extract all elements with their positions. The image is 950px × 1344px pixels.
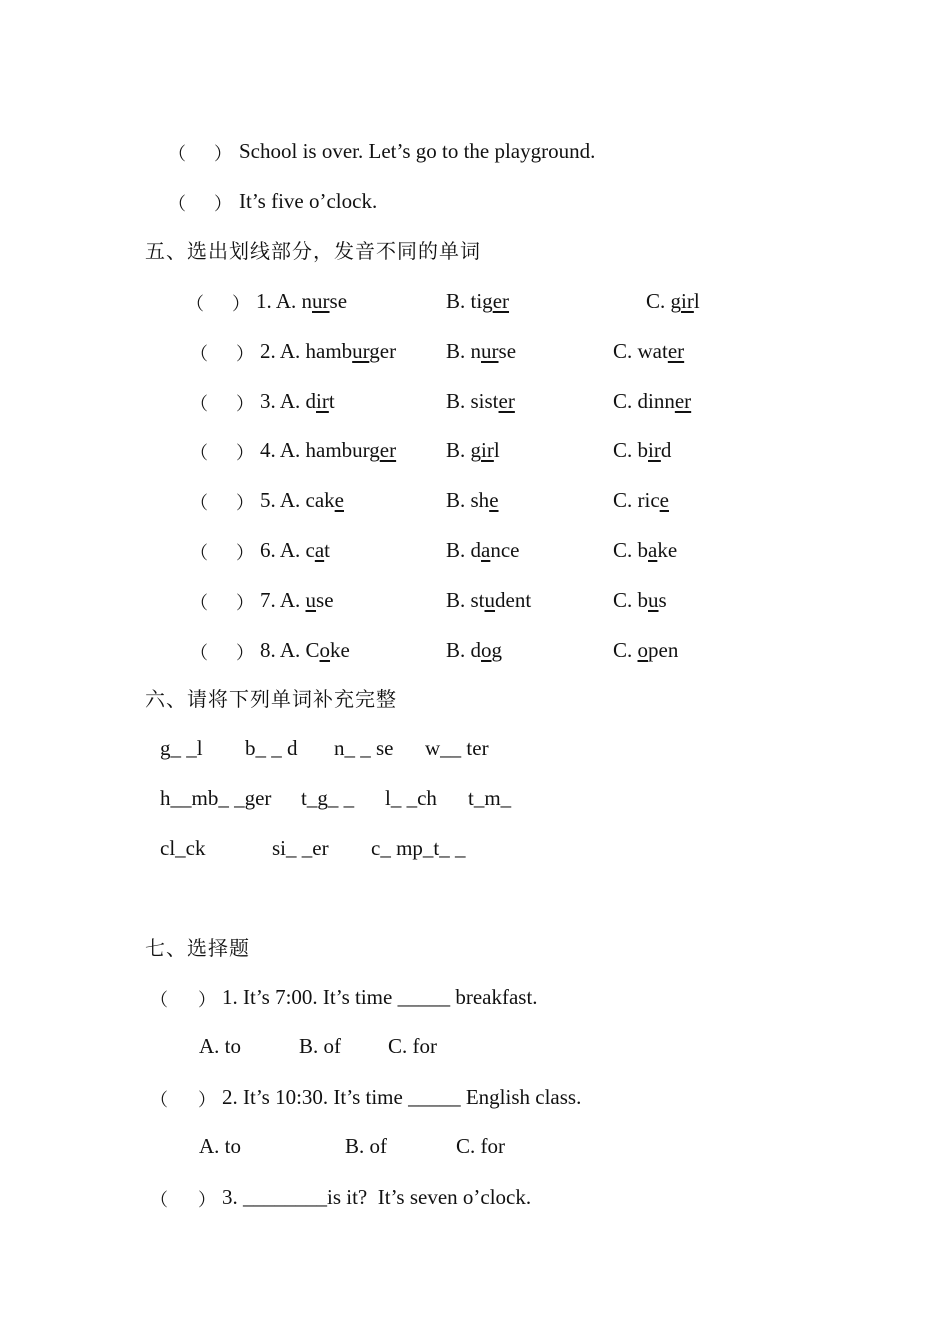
option-b: B. nurse: [446, 339, 517, 363]
underlined-sound: u: [484, 588, 496, 612]
answer-paren-close: ）: [198, 990, 216, 1011]
answer-paren-close: ）: [198, 1190, 216, 1211]
option-a: 7. A. use: [260, 588, 334, 612]
word-blank: t_m_: [468, 786, 512, 810]
option-b: B. tiger: [446, 289, 510, 313]
answer-paren-open[interactable]: （: [150, 1090, 168, 1111]
word-blank: t_g_ _: [301, 786, 355, 810]
word-blank: cl_ck: [160, 836, 206, 860]
answer-paren-close: ）: [214, 144, 232, 165]
underlined-sound: o: [319, 638, 331, 662]
word-blank: l_ _ch: [385, 786, 437, 810]
word-blank: w__ ter: [425, 736, 489, 760]
option-c: C. for: [456, 1134, 505, 1158]
underlined-sound: e: [489, 488, 499, 512]
underlined-sound: er: [379, 438, 397, 462]
option-a: 4. A. hamburger: [260, 438, 397, 462]
underlined-sound: ur: [481, 339, 499, 363]
option-a: 3. A. dirt: [260, 389, 335, 413]
answer-paren-close: ）: [198, 1090, 216, 1111]
option-b: B. student: [446, 588, 532, 612]
answer-paren-close: ）: [214, 194, 232, 215]
underlined-sound: er: [667, 339, 685, 363]
item-text: It’s five o’clock.: [239, 189, 378, 213]
option-b: B. girl: [446, 438, 500, 462]
option-a: A. to: [199, 1034, 241, 1058]
word-blank: si_ _er: [272, 836, 329, 860]
question-text: 3. ________is it? It’s seven o’clock.: [222, 1185, 532, 1209]
question-text: 1. It’s 7:00. It’s time _____ breakfast.: [222, 985, 538, 1009]
answer-paren-close: ）: [236, 543, 254, 564]
question-text: 2. It’s 10:30. It’s time _____ English class.: [222, 1085, 582, 1109]
answer-paren-close: ）: [236, 643, 254, 664]
section6-title: 六、请将下列单词补充完整: [145, 687, 397, 711]
underlined-sound: er: [674, 389, 692, 413]
word-blank: g_ _l: [160, 736, 203, 760]
answer-paren-open[interactable]: （: [190, 394, 208, 415]
option-c: C. water: [613, 339, 685, 363]
underlined-sound: u: [648, 588, 659, 612]
answer-paren-open[interactable]: （: [190, 344, 208, 365]
underlined-sound: o: [637, 638, 649, 662]
answer-paren-open[interactable]: （: [168, 144, 186, 165]
underlined-sound: ur: [312, 289, 330, 313]
word-blank: b_ _ d: [245, 736, 298, 760]
option-c: C. bus: [613, 588, 667, 612]
underlined-sound: ir: [481, 438, 494, 462]
word-blank: n_ _ se: [334, 736, 394, 760]
answer-paren-close: ）: [236, 443, 254, 464]
option-b: B. of: [345, 1134, 387, 1158]
underlined-sound: a: [648, 538, 658, 562]
answer-paren-close: ）: [236, 344, 254, 365]
underlined-sound: a: [481, 538, 491, 562]
section7-title: 七、选择题: [145, 936, 250, 960]
option-a: A. to: [199, 1134, 241, 1158]
answer-paren-open[interactable]: （: [190, 543, 208, 564]
option-b: B. dance: [446, 538, 520, 562]
answer-paren-open[interactable]: （: [190, 443, 208, 464]
answer-paren-open[interactable]: （: [186, 294, 204, 315]
option-b: B. she: [446, 488, 499, 512]
answer-paren-open[interactable]: （: [150, 990, 168, 1011]
option-c: C. for: [388, 1034, 437, 1058]
section5-title: 五、选出划线部分，发音不同的单词: [145, 239, 481, 263]
option-b: B. dog: [446, 638, 503, 662]
underlined-sound: ir: [648, 438, 661, 462]
answer-paren-close: ）: [236, 593, 254, 614]
underlined-sound: e: [659, 488, 669, 512]
option-b: B. sister: [446, 389, 515, 413]
word-blank: c_ mp_t_ _: [371, 836, 466, 860]
option-a: 6. A. cat: [260, 538, 330, 562]
word-blank: h__mb_ _ger: [160, 786, 272, 810]
underlined-sound: ur: [352, 339, 370, 363]
underlined-sound: er: [492, 289, 510, 313]
answer-paren-close: ）: [236, 394, 254, 415]
option-c: C. dinner: [613, 389, 692, 413]
option-c: C. bird: [613, 438, 672, 462]
answer-paren-close: ）: [232, 294, 250, 315]
answer-paren-open[interactable]: （: [168, 194, 186, 215]
option-b: B. of: [299, 1034, 341, 1058]
underlined-sound: a: [314, 538, 325, 562]
underlined-sound: e: [334, 488, 344, 512]
underlined-sound: u: [305, 588, 317, 612]
option-c: C. rice: [613, 488, 669, 512]
option-c: C. bake: [613, 538, 678, 562]
underlined-sound: ir: [316, 389, 329, 413]
item-text: School is over. Let’s go to the playground.: [239, 139, 596, 163]
answer-paren-open[interactable]: （: [150, 1190, 168, 1211]
underlined-sound: er: [498, 389, 515, 413]
underlined-sound: o: [481, 638, 492, 662]
answer-paren-open[interactable]: （: [190, 643, 208, 664]
underlined-sound: ir: [681, 289, 694, 313]
option-a: 2. A. hamburger: [260, 339, 397, 363]
answer-paren-open[interactable]: （: [190, 593, 208, 614]
option-a: 8. A. Coke: [260, 638, 350, 662]
option-a: 1. A. nurse: [256, 289, 348, 313]
option-a: 5. A. cake: [260, 488, 344, 512]
option-c: C. girl: [646, 289, 700, 313]
option-c: C. open: [613, 638, 679, 662]
answer-paren-open[interactable]: （: [190, 493, 208, 514]
answer-paren-close: ）: [236, 493, 254, 514]
